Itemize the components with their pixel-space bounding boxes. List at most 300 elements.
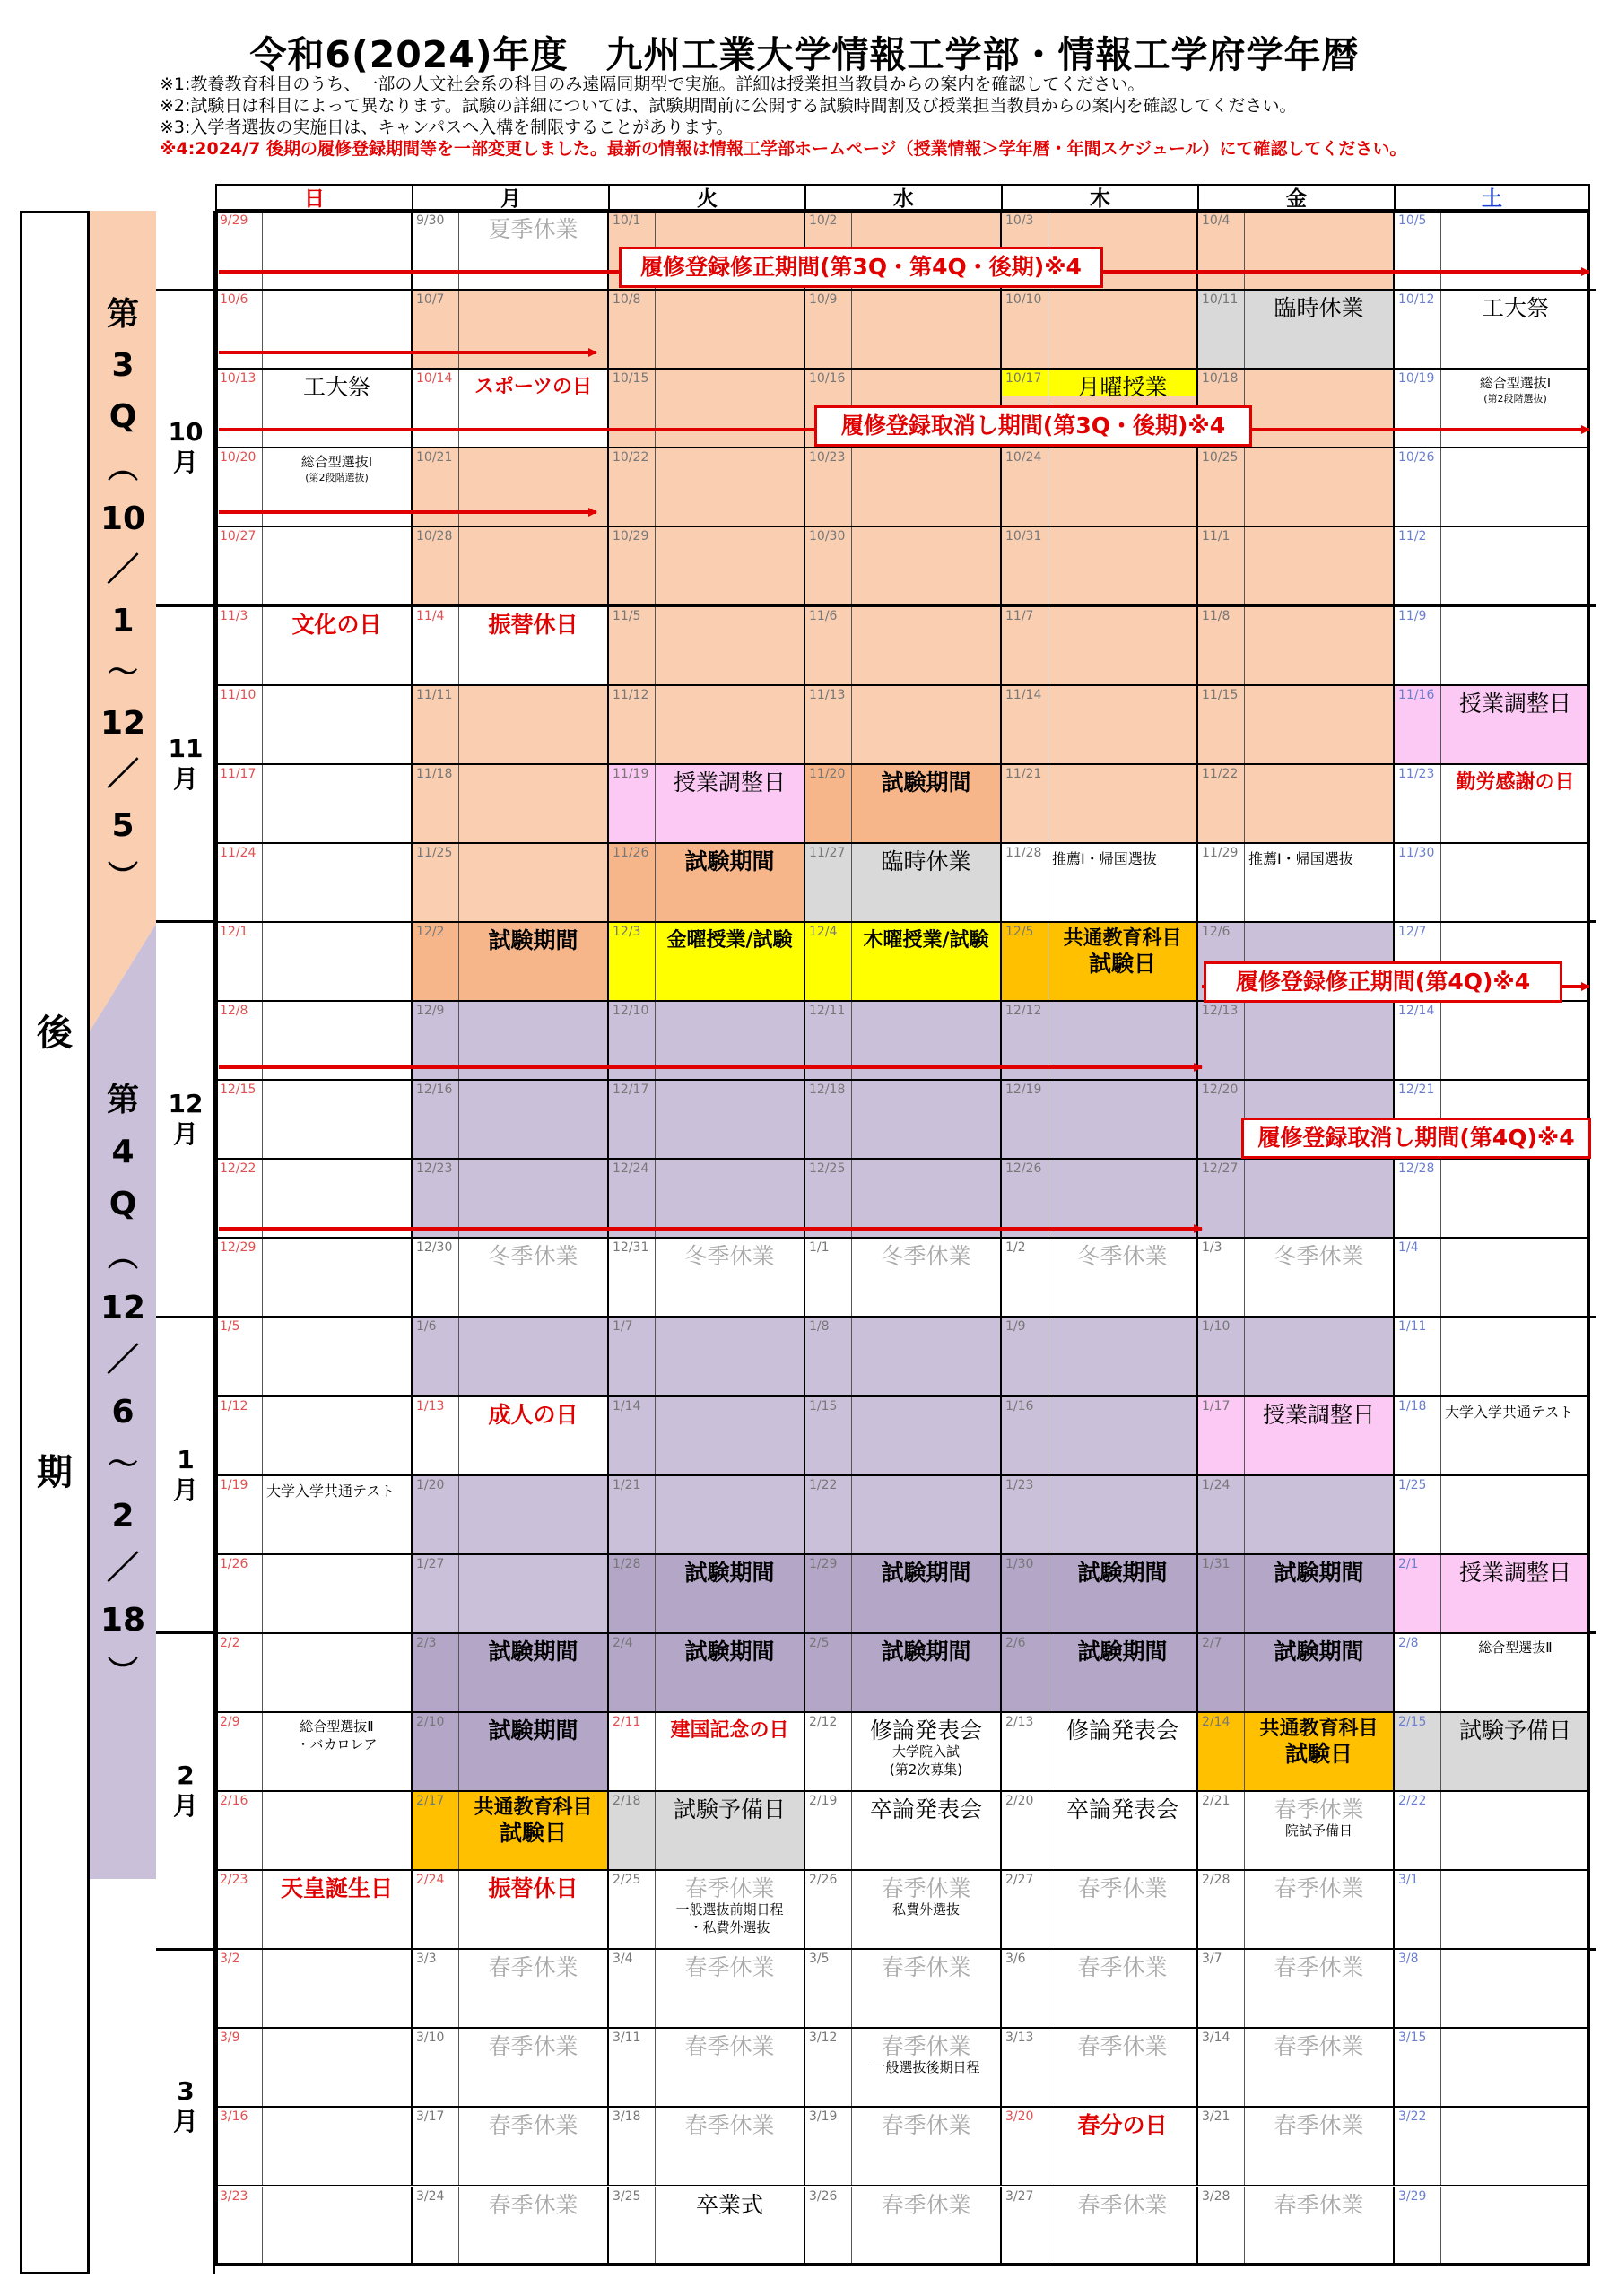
event-label: 卒論発表会 [869,1796,982,1822]
date-number: 12/31 [613,1240,649,1256]
date-number: 11/30 [1398,845,1435,860]
weekday-header: 火 [608,184,804,211]
event-label: 春季休業 [684,1954,775,1981]
date-number: 1/8 [809,1319,830,1335]
q3-label-char: Q [109,398,137,435]
date-number: 1/2 [1005,1240,1026,1256]
q3-label-char: 3 [111,347,135,384]
event-label: 授業調整日 [1262,1401,1375,1428]
q3-label-char: ／ [106,756,139,793]
date-number: 10/2 [809,213,838,228]
event-tiny: (第2段階選抜) [305,472,369,484]
event-label: 共通教育科目 [474,1796,593,1819]
event-label: 春季休業 [1274,2112,1364,2139]
date-number: 2/26 [809,1873,838,1888]
date-number: 2/5 [809,1635,830,1650]
date-number: 2/25 [613,1873,641,1888]
event-label: 春季休業 [488,2112,578,2139]
date-number: 1/5 [220,1319,240,1335]
event-label: 試験期間 [684,1559,775,1586]
date-number: 2/19 [809,1794,838,1808]
date-number: 2/11 [613,1714,641,1729]
date-number: 11/29 [1202,845,1239,860]
event-tiny: (第2段階選抜) [1483,393,1547,405]
date-number: 2/14 [1202,1714,1231,1729]
date-number: 10/18 [1202,371,1239,387]
date-number: 11/24 [220,845,257,860]
event-label: 金曜授業/試験 [666,928,793,952]
date-number: 2/6 [1005,1635,1026,1650]
date-number: 10/6 [220,292,248,308]
date-number: 1/15 [809,1398,838,1413]
event-label: 試験予備日 [673,1796,786,1822]
date-number: 12/18 [809,1083,846,1098]
term-char: 後 [37,1013,73,1054]
event-label: 春季休業 [1077,1954,1168,1981]
event-small: 大学入学共通テスト [1445,1403,1574,1421]
weekday-header: 木 [1001,184,1197,211]
month-suffix: 月 [172,2107,198,2137]
date-number: 3/2 [220,1952,240,1967]
date-number: 1/6 [416,1319,437,1335]
month-number: 3 [177,2076,195,2107]
event-label: 試験期間 [684,1638,775,1665]
event-label: 試験期間 [881,1638,971,1665]
q4-label-char: 18 [100,1602,146,1639]
date-number: 12/7 [1398,924,1427,939]
date-number: 11/15 [1202,687,1239,702]
date-number: 12/22 [220,1161,257,1177]
date-number: 10/31 [1005,529,1042,544]
term-char: 期 [37,1452,73,1493]
date-number: 12/11 [809,1004,846,1018]
date-number: 2/15 [1398,1714,1427,1729]
date-number: 11/11 [416,687,453,702]
date-number: 12/20 [1202,1083,1239,1098]
date-number: 3/7 [1202,1952,1222,1967]
event-label: 春季休業 [881,2112,971,2139]
date-number: 10/26 [1398,450,1435,465]
event-sub: 院試予備日 [1284,1822,1352,1839]
date-number: 1/27 [416,1556,445,1571]
event-label: 春季休業 [1274,2191,1364,2218]
date-number: 1/14 [613,1398,641,1413]
banner-registration-correction-q4: 履修登録修正期間(第4Q)※4 [1204,961,1562,1003]
page-title: 令和6(2024)年度 九州工業大学情報工学部・情報工学府学年暦 [249,33,1360,76]
weekday-header: 金 [1197,184,1394,211]
weekday-header: 日 [215,184,412,211]
date-number: 3/26 [809,2188,838,2204]
event-label: 春季休業 [1077,2033,1168,2060]
event-label: 文化の日 [291,611,382,638]
event-label: 春季休業 [1274,1796,1364,1822]
date-number: 1/19 [220,1477,248,1492]
date-number: 1/3 [1202,1240,1222,1256]
date-number: 10/29 [613,529,649,544]
date-number: 12/19 [1005,1083,1042,1098]
event-label: 春季休業 [1274,1875,1364,1902]
q3-label-char: 12 [100,705,146,742]
date-number: 2/12 [809,1714,838,1729]
event-label: 卒業式 [695,2191,763,2218]
event-sub: 私費外選抜 [891,1901,960,1918]
date-number: 2/16 [220,1794,248,1808]
q4-label-char: 12 [100,1290,146,1326]
date-number: 3/6 [1005,1952,1026,1967]
q3-label-char: ／ [106,552,139,588]
event-label: 試験期間 [881,1559,971,1586]
date-number: 1/12 [220,1398,248,1413]
event-small: 総合型選抜Ⅱ [1478,1639,1552,1656]
event-label: 試験期間 [1274,1559,1364,1586]
date-number: 3/22 [1398,2109,1427,2125]
date-number: 12/23 [416,1161,453,1177]
event-label: 試験期間 [488,926,578,953]
date-number: 9/30 [416,213,445,228]
date-number: 10/4 [1202,213,1231,228]
date-number: 3/13 [1005,2031,1034,2046]
month-number: 12 [168,1089,204,1119]
event-label: 天皇誕生日 [280,1875,393,1902]
date-number: 1/29 [809,1556,838,1571]
q4-label-char: ／ [106,1550,139,1587]
date-number: 10/9 [809,292,838,308]
date-number: 10/1 [613,213,641,228]
date-number: 2/17 [416,1794,445,1808]
event-label: 春季休業 [684,2112,775,2139]
date-number: 11/2 [1398,529,1427,544]
event-label: 月曜授業 [1077,374,1168,401]
date-number: 1/9 [1005,1319,1026,1335]
event-label: 春季休業 [1274,2033,1364,2060]
q4-label-char: ︵ [108,1239,138,1274]
date-number: 1/10 [1202,1319,1231,1335]
note-2: ※2:試験日は科目によって異なります。試験の詳細については、試験期間前に公開する試験時間割及び授業担当教員からの案内を確認してください。 [160,96,1297,116]
event-label: 冬季休業 [1274,1243,1364,1270]
date-number: 2/7 [1202,1635,1222,1650]
event-small: 総合型選抜Ⅱ [300,1718,374,1735]
event-label: 共通教育科目 [1063,926,1182,950]
q4-label-char: ／ [106,1342,139,1378]
date-number: 12/4 [809,924,838,939]
date-number: 11/12 [613,687,649,702]
event-label: 振替休日 [488,611,578,638]
date-number: 2/1 [1398,1556,1419,1571]
q4-label-char: 〜 [108,1447,138,1483]
event-label: 冬季休業 [684,1243,775,1270]
date-number: 1/22 [809,1477,838,1492]
date-number: 3/17 [416,2109,445,2125]
q4-label-char: ︶ [108,1655,138,1691]
event-small: 大学入学共通テスト [266,1482,396,1500]
date-number: 3/8 [1398,1952,1419,1967]
date-number: 12/15 [220,1083,257,1098]
banner-registration-cancel-q4: 履修登録取消し期間(第4Q)※4 [1241,1118,1591,1159]
date-number: 10/28 [416,529,453,544]
date-number: 2/21 [1202,1794,1231,1808]
date-number: 3/14 [1202,2031,1231,2046]
event-label: 建国記念の日 [670,1718,789,1742]
date-number: 1/7 [613,1319,633,1335]
event-label: 試験期間 [684,848,775,874]
q3-label-char: 1 [111,603,135,639]
date-number: 11/20 [809,766,846,781]
event-label: 春季休業 [1077,1875,1168,1902]
date-number: 10/25 [1202,450,1239,465]
banner-registration-cancel-q3: 履修登録取消し期間(第3Q・後期)※4 [814,405,1252,447]
event-label: 春季休業 [488,1954,578,1981]
date-number: 11/21 [1005,766,1042,781]
event-label: 春季休業 [1077,2191,1168,2218]
date-number: 1/17 [1202,1398,1231,1413]
date-number: 1/24 [1202,1477,1231,1492]
event-label: 春季休業 [881,1954,971,1981]
event-label: 春季休業 [881,2191,971,2218]
date-number: 2/20 [1005,1794,1034,1808]
date-number: 2/18 [613,1794,641,1808]
date-number: 3/3 [416,1952,437,1967]
date-number: 11/1 [1202,529,1231,544]
month-suffix: 月 [172,1474,198,1505]
date-number: 12/27 [1202,1161,1239,1177]
q3-label-char: ︶ [108,859,138,895]
event-label: 春季休業 [881,2033,971,2060]
event-label: 修論発表会 [869,1717,982,1744]
date-number: 12/8 [220,1004,248,1018]
date-number: 3/19 [809,2109,838,2125]
date-number: 11/5 [613,608,641,623]
event-small: 推薦Ⅰ・帰国選抜 [1248,849,1353,867]
date-number: 12/21 [1398,1083,1435,1098]
date-number: 12/14 [1398,1004,1435,1018]
date-number: 2/13 [1005,1714,1034,1729]
date-number: 1/18 [1398,1398,1427,1413]
event-small: 総合型選抜Ⅰ [1479,375,1552,392]
event-label-2: 試験日 [1088,950,1156,977]
event-label: 春季休業 [881,1875,971,1902]
date-number: 12/3 [613,924,641,939]
event-label: 春季休業 [1274,1954,1364,1981]
date-number: 12/24 [613,1161,649,1177]
date-number: 10/30 [809,529,846,544]
date-number: 3/9 [220,2031,240,2046]
date-number: 10/5 [1398,213,1427,228]
date-number: 1/23 [1005,1477,1034,1492]
q4-label-char: 第 [106,1082,139,1118]
event-label: スポーツの日 [474,376,593,399]
date-number: 1/26 [220,1556,248,1571]
banner-registration-correction-q3: 履修登録修正期間(第3Q・第4Q・後期)※4 [619,247,1103,288]
date-number: 11/17 [220,766,257,781]
date-number: 2/3 [416,1635,437,1650]
q3-label-char: 第 [106,296,139,333]
date-number: 2/4 [613,1635,633,1650]
date-number: 11/26 [613,845,649,860]
date-number: 10/23 [809,450,846,465]
date-number: 12/12 [1005,1004,1042,1018]
date-number: 2/22 [1398,1794,1427,1808]
event-label: 試験期間 [488,1717,578,1744]
date-number: 10/10 [1005,292,1042,308]
date-number: 2/2 [220,1635,240,1650]
date-number: 10/12 [1398,292,1435,308]
date-number: 11/4 [416,608,445,623]
month-number: 11 [168,733,204,763]
date-number: 10/11 [1202,292,1239,308]
date-number: 1/11 [1398,1319,1427,1335]
date-number: 3/28 [1202,2188,1231,2204]
date-number: 1/13 [416,1398,445,1413]
month-suffix: 月 [172,1119,198,1150]
date-number: 12/25 [809,1161,846,1177]
date-number: 10/27 [220,529,257,544]
date-number: 12/16 [416,1083,453,1098]
date-number: 3/16 [220,2109,248,2125]
event-label: 勤労感謝の日 [1456,770,1575,794]
event-sub: 一般選抜後期日程 [872,2059,980,2076]
q4-label-char: 4 [111,1134,135,1170]
event-label: 卒論発表会 [1065,1796,1178,1822]
event-label: 振替休日 [488,1875,578,1902]
event-label: 冬季休業 [881,1243,971,1270]
date-number: 12/9 [416,1004,445,1018]
date-number: 12/1 [220,924,248,939]
date-number: 10/7 [416,292,445,308]
date-number: 3/12 [809,2031,838,2046]
date-number: 12/17 [613,1083,649,1098]
event-label: 授業調整日 [1458,1559,1571,1586]
date-number: 10/21 [416,450,453,465]
date-number: 3/23 [220,2188,248,2204]
date-number: 10/19 [1398,371,1435,387]
event-label: 試験期間 [1077,1638,1168,1665]
event-label: 冬季休業 [488,1243,578,1270]
q3-label-char: 〜 [108,655,138,691]
month-suffix: 月 [172,448,198,478]
month-number: 1 [177,1444,195,1474]
date-number: 3/4 [613,1952,633,1967]
q4-label-char: Q [109,1186,137,1222]
event-label: 試験期間 [1274,1638,1364,1665]
date-number: 1/4 [1398,1240,1419,1256]
event-label: 共通教育科目 [1259,1717,1379,1740]
date-number: 12/13 [1202,1004,1239,1018]
date-number: 2/24 [416,1873,445,1888]
date-number: 3/29 [1398,2188,1427,2204]
event-small-2: ・バカロレア [296,1735,378,1752]
note-4: ※4:2024/7 後期の履修登録期間等を一部変更しました。最新の情報は情報工学部ホームページ（授業情報＞学年暦・年間スケジュール）にて確認してください。 [160,139,1407,159]
date-number: 9/29 [220,213,248,228]
date-number: 11/18 [416,766,453,781]
q3-label-char: 10 [100,500,146,537]
event-label: 臨時休業 [881,848,971,874]
event-label: 木曜授業/試験 [863,928,989,952]
date-number: 10/16 [809,371,846,387]
event-label: 修論発表会 [1065,1717,1178,1744]
event-label: 工大祭 [302,374,370,401]
date-number: 3/5 [809,1952,830,1967]
note-1: ※1:教養教育科目のうち、一部の人文社会系の科目のみ遠隔同期型で実施。詳細は授業担当教員からの案内を確認してください。 [160,74,1145,94]
date-number: 12/28 [1398,1161,1435,1177]
date-number: 12/26 [1005,1161,1042,1177]
date-number: 11/25 [416,845,453,860]
date-number: 10/3 [1005,213,1034,228]
event-label: 試験期間 [1077,1559,1168,1586]
date-number: 3/11 [613,2031,641,2046]
event-label: 春季休業 [684,1875,775,1902]
date-number: 12/6 [1202,924,1231,939]
date-number: 11/16 [1398,687,1435,702]
event-label: 試験予備日 [1458,1717,1571,1744]
date-number: 3/15 [1398,2031,1427,2046]
date-number: 11/3 [220,608,248,623]
note-3: ※3:入学者選抜の実施日は、キャンパスへ入構を制限することがあります。 [160,117,734,137]
date-number: 10/14 [416,371,453,387]
date-number: 11/28 [1005,845,1042,860]
date-number: 11/8 [1202,608,1231,623]
date-number: 3/18 [613,2109,641,2125]
date-number: 11/27 [809,845,846,860]
date-number: 11/10 [220,687,257,702]
event-label: 工大祭 [1481,295,1549,322]
date-number: 10/22 [613,450,649,465]
date-number: 12/2 [416,924,445,939]
date-number: 1/20 [416,1477,445,1492]
event-sub-2: (第2次募集) [889,1761,963,1778]
event-label: 春季休業 [684,2033,775,2060]
date-number: 2/8 [1398,1635,1419,1650]
event-sub: 大学院入試 [891,1743,960,1760]
event-label: 冬季休業 [1077,1243,1168,1270]
date-number: 11/19 [613,766,649,781]
date-number: 11/9 [1398,608,1427,623]
q4-label-char: 2 [111,1498,135,1535]
event-label: 春季休業 [488,2033,578,2060]
date-number: 10/15 [613,371,649,387]
q4-label-char: 6 [111,1394,135,1431]
weekday-header: 月 [412,184,608,211]
date-number: 2/9 [220,1714,240,1729]
date-number: 12/30 [416,1240,453,1256]
date-number: 10/13 [220,371,257,387]
date-number: 11/22 [1202,766,1239,781]
event-label: 春季休業 [488,2191,578,2218]
date-number: 10/8 [613,292,641,308]
event-label: 試験期間 [881,769,971,796]
weekday-header: 土 [1394,184,1590,211]
date-number: 11/7 [1005,608,1034,623]
date-number: 12/5 [1005,924,1034,939]
month-suffix: 月 [172,1791,198,1821]
date-number: 2/10 [416,1714,445,1729]
date-number: 1/1 [809,1240,830,1256]
date-number: 10/24 [1005,450,1042,465]
date-number: 11/23 [1398,766,1435,781]
event-label: 臨時休業 [1274,295,1364,322]
date-number: 3/27 [1005,2188,1034,2204]
event-small: 総合型選抜Ⅰ [300,454,373,471]
date-number: 1/16 [1005,1398,1034,1413]
event-small: 推薦Ⅰ・帰国選抜 [1052,849,1157,867]
month-number: 2 [177,1761,195,1790]
date-number: 10/17 [1005,371,1042,387]
date-number: 3/21 [1202,2109,1231,2125]
date-number: 12/29 [220,1240,257,1256]
event-label: 成人の日 [488,1401,578,1428]
event-sub-2: ・私費外選抜 [689,1919,770,1936]
date-number: 1/25 [1398,1477,1427,1492]
date-number: 11/14 [1005,687,1042,702]
